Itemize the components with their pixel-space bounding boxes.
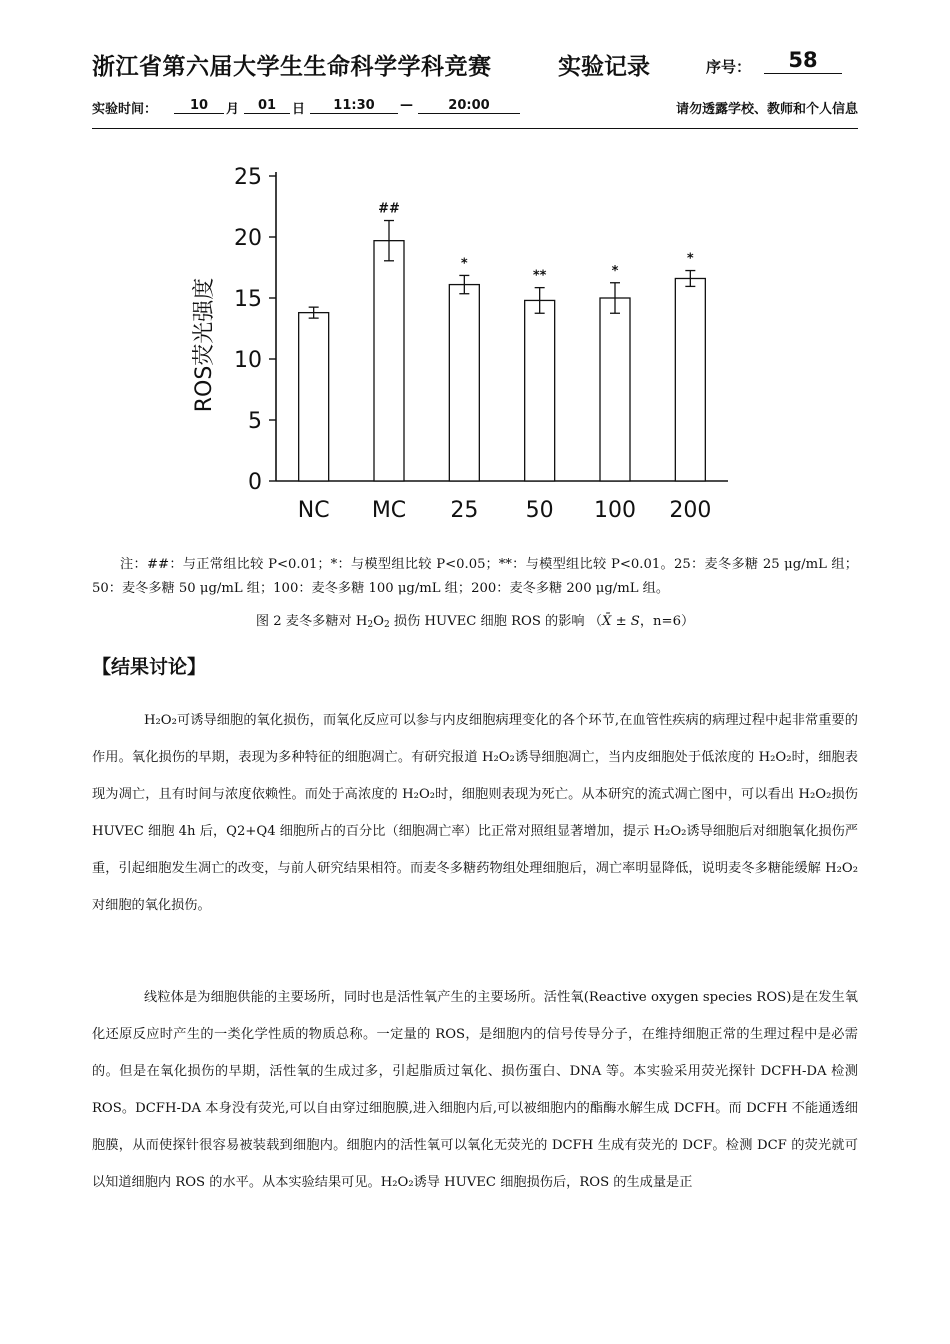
y-tick-label: 15: [234, 287, 262, 312]
bar: [374, 241, 404, 481]
x-tick-label: 25: [450, 498, 479, 523]
time-dash: —: [400, 98, 413, 113]
day-unit: 日: [292, 102, 306, 117]
start-time: 11:30: [310, 98, 398, 114]
figure-note: 注：##：与正常组比较 P<0.01；*：与模型组比较 P<0.05；**：与模型组比较 P<0.01。25：麦冬多糖 25 μg/mL 组；50：麦冬多糖 50 μg/mL 组；100：麦冬多糖 100 μg/mL 组；200：麦冬多糖 200 μg/mL 组。: [92, 557, 858, 596]
caption-pre: 图 2 麦冬多糖对 H: [255, 614, 368, 629]
experiment-time-row: [92, 96, 858, 120]
x-tick-label: 200: [669, 498, 712, 523]
x-tick-label: MC: [371, 498, 407, 523]
caption-post: 损伤 HUVEC 细胞 ROS 的影响 （: [389, 614, 602, 629]
bar: [675, 278, 705, 481]
title-row: [92, 42, 858, 82]
x-tick-label: NC: [297, 498, 330, 523]
y-axis-title-group: [192, 278, 217, 413]
y-tick-label: 10: [234, 348, 262, 373]
significance-label: *: [460, 256, 468, 272]
record-title: 实验记录: [558, 54, 650, 80]
y-tick-label: 0: [248, 470, 262, 495]
significance-label: *: [611, 263, 619, 279]
figure-caption: [92, 610, 858, 637]
paragraph-2: 线粒体是为细胞供能的主要场所，同时也是活性氧产生的主要场所。活性氧(Reactive oxygen species ROS)是在发生氧化还原反应时产生的一类化学性质的物质总称。一定量的 ROS，是细胞内的信号传导分子，在维持细胞正常的生理过程中是必需的。但是在氧化损伤的早期，活性氧的生成过多，引起脂质过氧化、损伤蛋白、DNA 等。本实验采用荧光探针 DCFH-DA 检测 ROS。DCFH-DA 本身没有荧光,可以自由穿过细胞膜,进入细胞内后,可以被细胞内的酯酶水解生成 DCFH。而 DCFH 不能通透细胞膜，从而使探针很容易被装载到细胞内。细胞内的活性氧可以氧化无荧光的 DCFH 生成有荧光的 DCF。检测 DCF 的荧光就可以知道细胞内 ROS 的水平。从本实验结果可见。H₂O₂诱导 HUVEC 细胞损伤后，ROS 的生成量是正: [92, 990, 858, 1190]
y-tick-label: 5: [248, 409, 262, 434]
month-value: 10: [174, 98, 224, 114]
bar: [525, 300, 555, 481]
competition-title: 浙江省第六届大学生生命科学学科竞赛: [92, 54, 492, 80]
day-value: 01: [244, 98, 290, 114]
privacy-notice: 请勿透露学校、教师和个人信息: [675, 102, 858, 117]
bar: [449, 285, 479, 481]
caption-mid: O: [373, 614, 384, 629]
end-time: 20:00: [418, 98, 520, 114]
section-heading: 【结果讨论】: [92, 656, 207, 678]
caption-stat: X̄ ± S: [601, 614, 640, 629]
caption-sub: 2: [367, 620, 374, 630]
x-tick-label: 100: [594, 498, 636, 523]
caption-end: ，n=6）: [639, 614, 695, 629]
header-divider: [92, 128, 858, 129]
plot-area: [234, 165, 728, 523]
time-label: 实验时间：: [92, 102, 158, 117]
caption-sub2: 2: [383, 620, 390, 630]
ros-bar-chart: [180, 150, 740, 530]
significance-label: ##: [378, 201, 400, 217]
x-tick-label: 50: [525, 498, 554, 523]
bar: [600, 298, 630, 481]
paragraph-1: H₂O₂可诱导细胞的氧化损伤，而氧化反应可以参与内皮细胞病理变化的各个环节,在血管性疾病的病理过程中起非常重要的作用。氧化损伤的早期，表现为多种特征的细胞凋亡。有研究报道 H₂O₂诱导细胞凋亡，当内皮细胞处于低浓度的 H₂O₂时，细胞表现为凋亡，且有时间与浓度依赖性。而处于高浓度的 H₂O₂时，细胞则表现为死亡。从本研究的流式凋亡图中，可以看出 H₂O₂损伤 HUVEC 细胞 4h 后，Q2+Q4 细胞所占的百分比（细胞凋亡率）比正常对照组显著增加，提示 H₂O₂诱导细胞后对细胞氧化损伤严重，引起细胞发生凋亡的改变，与前人研究结果相符。而麦冬多糖药物组处理细胞后，凋亡率明显降低，说明麦冬多糖能缓解 H₂O₂对细胞的氧化损伤。: [92, 713, 858, 913]
y-tick-label: 20: [234, 226, 262, 251]
significance-label: **: [532, 268, 547, 284]
month-unit: 月: [226, 102, 240, 117]
significance-label: *: [686, 251, 694, 267]
y-axis-title: ROS荧光强度: [192, 277, 217, 413]
serial-value: 58: [764, 48, 842, 74]
y-tick-label: 25: [234, 165, 262, 190]
serial-label: 序号：: [706, 58, 752, 76]
bar: [299, 313, 329, 481]
